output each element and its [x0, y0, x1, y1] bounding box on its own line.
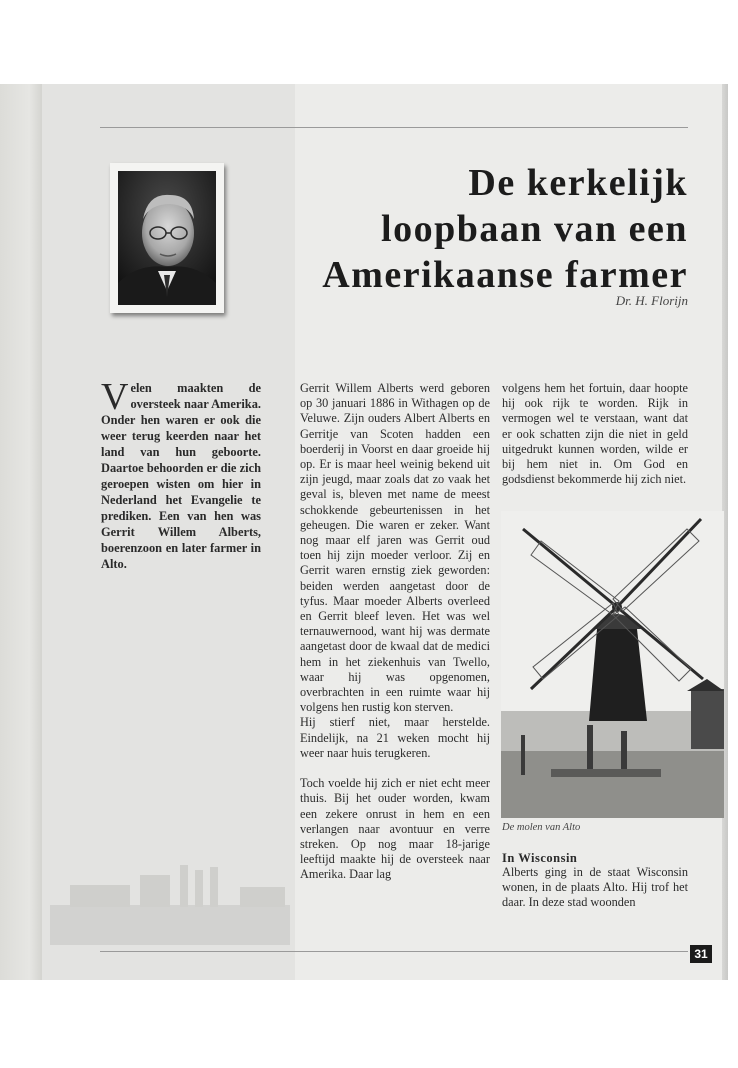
article-author: Dr. H. Florijn: [615, 293, 688, 308]
body-paragraph: volgens hem het fortuin, daar hoopte hij ook rijk te worden. Rijk in vermogen wel te verstaan, want dat er ook schatten zijn die niet in geld uitgedrukt kunnen worden, wilde er bij hem niet in. Om God en godsdienst bekommerde hij zich niet.: [502, 381, 688, 487]
body-column-2: [502, 381, 688, 487]
intro-dropcap: V: [101, 376, 129, 418]
section-heading: In Wisconsin: [502, 851, 578, 865]
bottom-rule: [100, 951, 688, 952]
intro-text: elen maakten de oversteek naar Amerika. Onder hen waren er ook die weer terug keerden naar het land van hun geboorte. Daartoe behoorden er die zich geroepen wisten om hier in Nederland het Evangelie te prediken. Een van hen was Gerrit Willem Alberts, boerenzoon en later farmer in Alto.: [101, 381, 261, 571]
page-left-edge: [0, 84, 42, 980]
body-column-2-continued: [502, 865, 688, 911]
body-paragraph: Hij stierf niet, maar herstelde. Eindelijk, na 21 weken mocht hij weer naar huis terugkeren.: [300, 715, 490, 760]
body-paragraph: Toch voelde hij zich er niet echt meer thuis. Bij het ouder worden, kwam een zekere onrust in hem en een verlangen naar avontuur en verre streken. Op nog maar 18-jarige leeftijd maakte hij de oversteek naar Amerika. Daar lag: [300, 776, 490, 882]
body-paragraph: Gerrit Willem Alberts werd geboren op 30 januari 1886 in Withagen op de Veluwe. Zijn ouders Albert Alberts en Gerritje van Scoten hadden een boerderij in Voorst en daar groeide hij op. Er is maar heel weinig bekend uit zijn jeugd, maar zoals dat zo vaak het geval is, bleven met name de meest schokkende gebeurtenissen in het geheugen. Die waren er zeker. Want nog maar elf jaren was Gerrit oud toen hij zijn moeder verloor. Zij en Gerrit waren ernstig ziek geworden: beiden werden aangetast door de tyfus. Maar moeder Alberts overleed en Gerrit bleef leven. Het was wel ternauwernood, want hij was dermate aangetast door de kwaal dat de medici hem in het ziekenhuis van Twello, waar hij was opgenomen, overbrachten in een ruimte waar hij volgens hen rustig kon sterven.: [300, 381, 490, 715]
title-line-2: loopbaan van een: [381, 208, 688, 250]
portrait-photo-frame: [110, 163, 224, 313]
windmill-photo: [501, 511, 724, 818]
title-line-1: De kerkelijk: [468, 162, 688, 204]
top-rule: [100, 127, 688, 128]
body-paragraph: Alberts ging in de staat Wisconsin wonen, in de plaats Alto. Hij trof het daar. In deze stad woonden: [502, 865, 688, 910]
title-line-3: Amerikaanse farmer: [322, 254, 688, 296]
intro-paragraph: [101, 376, 261, 572]
article-title: [296, 160, 688, 298]
body-column-1: [300, 381, 490, 883]
portrait-photo: [118, 171, 216, 305]
portrait-image: [118, 171, 216, 305]
faded-background-illustration: [50, 845, 290, 945]
page-number: 31: [690, 945, 712, 963]
image-caption: De molen van Alto: [502, 822, 581, 833]
windmill-image: [501, 511, 724, 818]
